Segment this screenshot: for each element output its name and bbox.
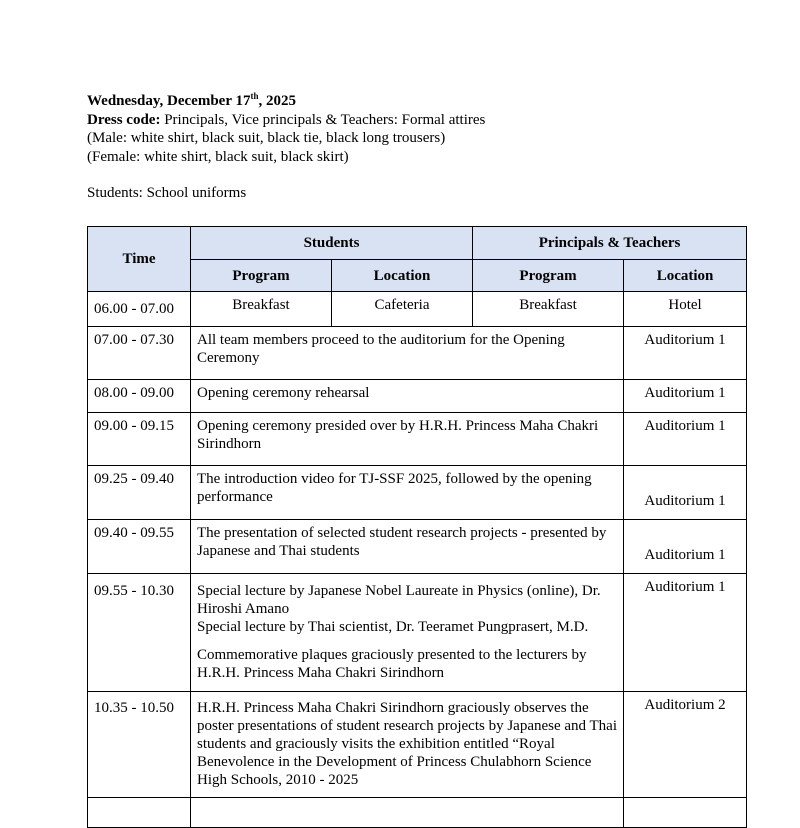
program-cell: Opening ceremony presided over by H.R.H. Princess Maha Chakri Sirindhorn bbox=[191, 413, 624, 466]
program-cell bbox=[191, 798, 624, 828]
table-row bbox=[88, 692, 747, 798]
day-header bbox=[87, 92, 485, 203]
program-cell bbox=[191, 574, 624, 692]
program-cell: Opening ceremony rehearsal bbox=[191, 380, 624, 413]
students-dress-line: Students: School uniforms bbox=[87, 185, 247, 201]
staff-program-cell: Breakfast bbox=[473, 292, 624, 327]
program-cell: All team members proceed to the auditorium for the Opening Ceremony bbox=[191, 327, 624, 380]
location-cell: Auditorium 1 bbox=[624, 380, 747, 413]
header-student-location: Location bbox=[332, 260, 473, 292]
dress-code-text: Principals, Vice principals & Teachers: Formal attires bbox=[160, 111, 486, 128]
table-row bbox=[88, 574, 747, 692]
time-cell: 10.35 - 10.50 bbox=[88, 692, 191, 798]
header-time: Time bbox=[88, 227, 191, 292]
location-cell: Auditorium 2 bbox=[624, 692, 747, 798]
program-paragraph bbox=[197, 582, 617, 636]
table-row bbox=[88, 292, 747, 327]
student-location-cell: Cafeteria bbox=[332, 292, 473, 327]
time-cell: 06.00 - 07.00 bbox=[88, 292, 191, 327]
program-cell: The introduction video for TJ-SSF 2025, followed by the opening performance bbox=[191, 466, 624, 520]
program-paragraph: Commemorative plaques graciously presented to the lecturers by H.R.H. Princess Maha Chakri Sirindhorn bbox=[197, 647, 587, 681]
time-cell: 07.00 - 07.30 bbox=[88, 327, 191, 380]
location-cell: Auditorium 1 bbox=[624, 520, 747, 574]
location-cell: Auditorium 1 bbox=[624, 327, 747, 380]
header-students: Students bbox=[191, 227, 473, 260]
header-staff-location: Location bbox=[624, 260, 747, 292]
location-cell: Auditorium 1 bbox=[624, 574, 747, 692]
program-cell: H.R.H. Princess Maha Chakri Sirindhorn graciously observes the poster presentations of student research projects by Japanese and Thai students and graciously visits the exhibition entitled “Royal Benevolence in the Development of Princess Chulabhorn Science High Schools, 2010 - 2025 bbox=[191, 692, 624, 798]
table-row bbox=[88, 413, 747, 466]
program-line: Special lecture by Thai scientist, Dr. Teeramet Pungprasert, M.D. bbox=[197, 619, 589, 635]
table-row bbox=[88, 380, 747, 413]
staff-location-cell: Hotel bbox=[624, 292, 747, 327]
female-dress-line: (Female: white shirt, black suit, black skirt) bbox=[87, 148, 349, 165]
time-cell: 08.00 - 09.00 bbox=[88, 380, 191, 413]
schedule-table bbox=[87, 226, 747, 828]
table-row bbox=[88, 466, 747, 520]
time-cell: 09.40 - 09.55 bbox=[88, 520, 191, 574]
dress-code-label: Dress code: bbox=[87, 111, 161, 128]
table-row bbox=[88, 798, 747, 828]
program-cell: The presentation of selected student research projects - presented by Japanese and Thai students bbox=[191, 520, 624, 574]
table-row bbox=[88, 520, 747, 574]
header-principals-teachers: Principals & Teachers bbox=[473, 227, 747, 260]
time-cell: 09.00 - 09.15 bbox=[88, 413, 191, 466]
table-row bbox=[88, 327, 747, 380]
time-cell: 09.55 - 10.30 bbox=[88, 574, 191, 692]
location-cell bbox=[624, 798, 747, 828]
student-program-cell: Breakfast bbox=[191, 292, 332, 327]
male-dress-line: (Male: white shirt, black suit, black tie, black long trousers) bbox=[87, 130, 446, 146]
program-line: Special lecture by Japanese Nobel Laureate in Physics (online), Dr. Hiroshi Amano bbox=[197, 583, 601, 617]
time-cell: 09.25 - 09.40 bbox=[88, 466, 191, 520]
time-cell bbox=[88, 798, 191, 828]
header-staff-program: Program bbox=[473, 260, 624, 292]
location-cell: Auditorium 1 bbox=[624, 466, 747, 520]
dress-code-line bbox=[87, 111, 485, 130]
location-cell: Auditorium 1 bbox=[624, 413, 747, 466]
date-line: Wednesday, December 17th, 2025 bbox=[87, 91, 296, 109]
header-student-program: Program bbox=[191, 260, 332, 292]
